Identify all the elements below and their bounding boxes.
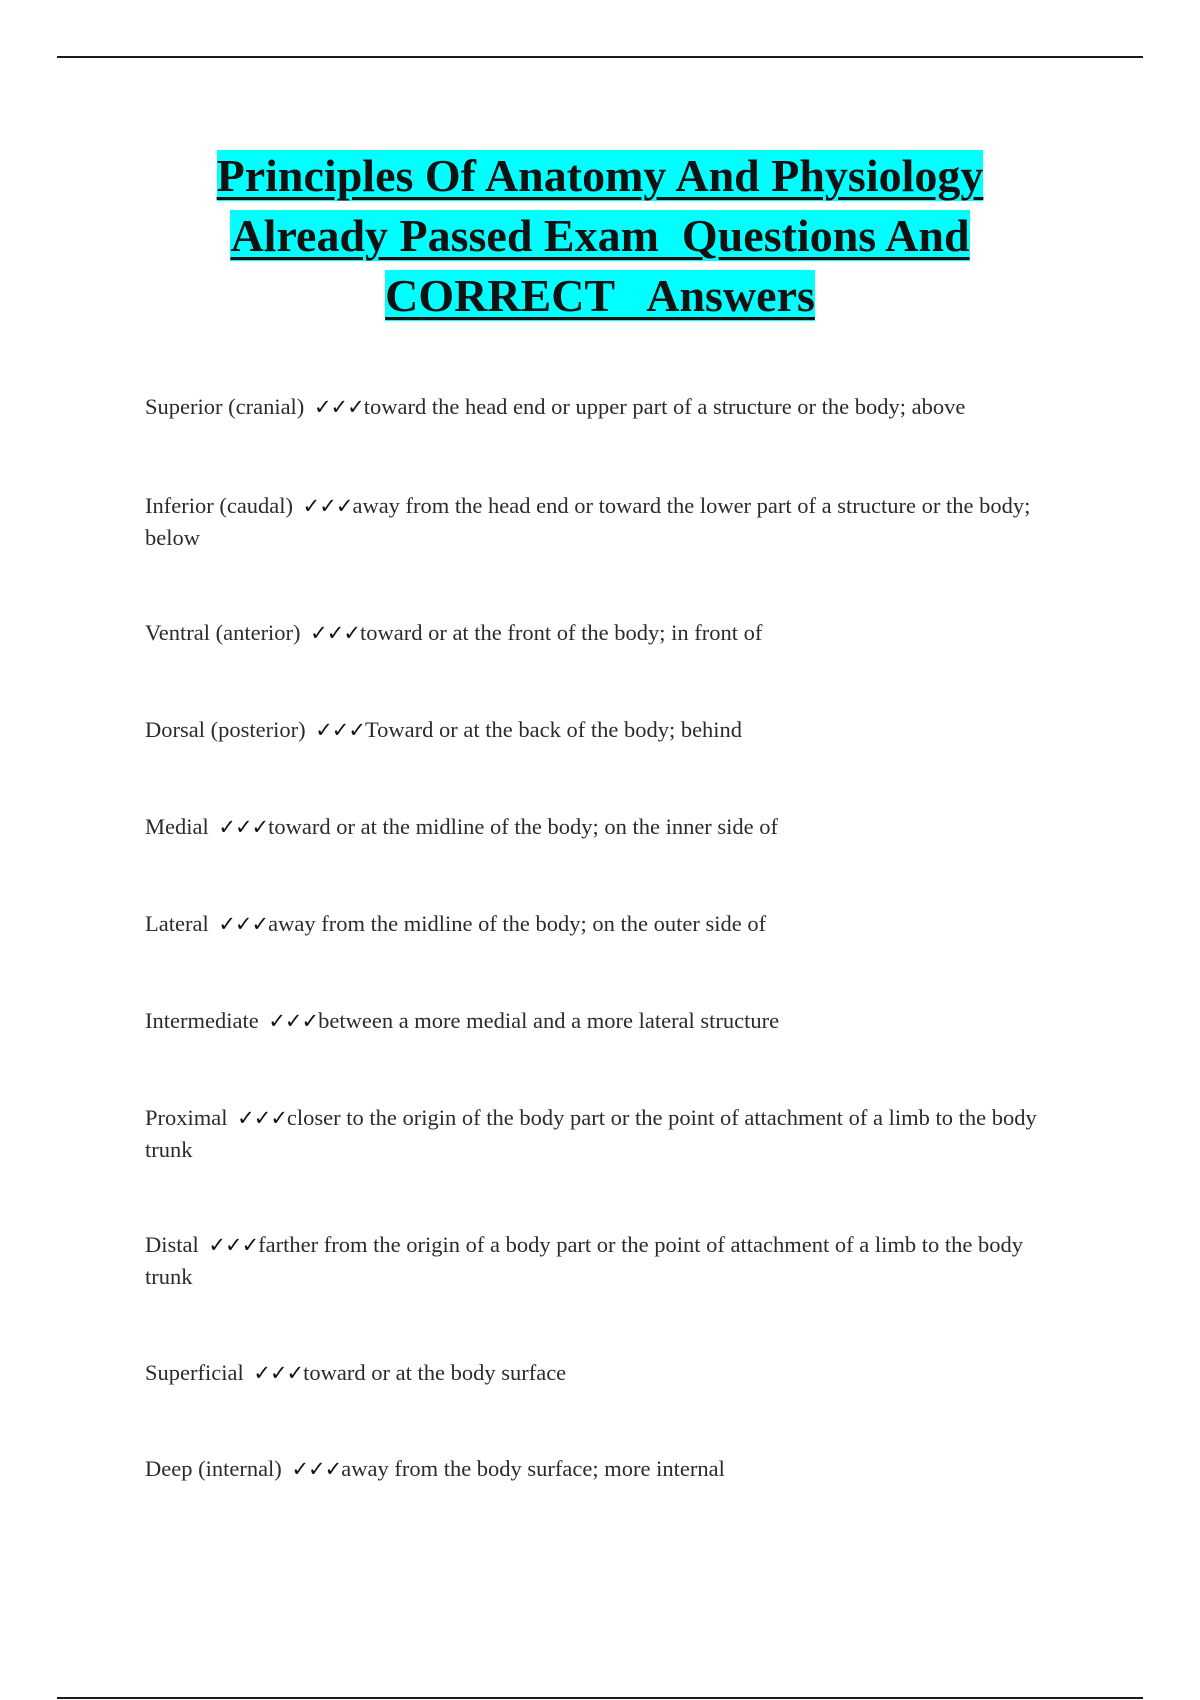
glossary-entry [145,908,1060,940]
check-marks-icon: ✓✓✓ [268,1009,319,1033]
entry-term: Ventral (anterior) [145,620,301,645]
entry-term: Deep (internal) [145,1456,282,1481]
entry-definition: away from the head end or toward the lower part of a structure or the body; below [145,493,1031,550]
entry-definition: toward or at the front of the body; in front of [359,620,763,645]
entry-definition: farther from the origin of a body part or the point of attachment of a limb to the body trunk [145,1232,1023,1289]
glossary-entry [145,490,1060,553]
entry-term: Lateral [145,911,209,936]
glossary-entry [145,1453,1060,1485]
entry-term: Medial [145,814,209,839]
glossary-entry [145,391,1060,423]
title-line-1: Principles Of Anatomy And Physiology [216,150,984,201]
entry-definition: toward the head end or upper part of a structure or the body; above [363,394,966,419]
glossary-entry [145,811,1060,843]
glossary-entry [145,1229,1060,1292]
entry-term: Distal [145,1232,199,1257]
check-marks-icon: ✓✓✓ [237,1106,287,1130]
glossary-entry [145,1357,1060,1389]
glossary-entry [145,1102,1060,1165]
entry-term: Intermediate [145,1008,259,1033]
title-line-2: Already Passed Exam Questions And [230,210,970,261]
check-marks-icon: ✓✓✓ [218,815,269,839]
entry-definition: away from the midline of the body; on the outer side of [268,911,767,936]
entry-term: Inferior (caudal) [145,493,294,518]
entry-definition: closer to the origin of the body part or the point of attachment of a limb to the body trunk [145,1105,1037,1162]
title-line-3: CORRECT Answers [385,270,815,321]
glossary-entry [145,714,1060,746]
check-marks-icon: ✓✓✓ [315,718,365,742]
check-marks-icon: ✓✓✓ [291,1457,342,1481]
check-marks-icon: ✓✓✓ [253,1361,304,1385]
entry-definition: toward or at the midline of the body; on the inner side of [268,814,779,839]
top-rule [57,56,1143,58]
entry-term: Proximal [145,1105,228,1130]
entry-term: Superior (cranial) [145,394,305,419]
entry-definition: toward or at the body surface [303,1360,567,1385]
glossary-entry [145,617,1060,649]
entry-definition: away from the body surface; more internal [341,1456,725,1481]
bottom-rule [57,1697,1143,1699]
glossary-entry [145,1005,1060,1037]
entry-definition: between a more medial and a more lateral structure [318,1008,780,1033]
entry-term: Dorsal (posterior) [145,717,306,742]
document-title [0,146,1200,326]
check-marks-icon: ✓✓✓ [208,1233,259,1257]
check-marks-icon: ✓✓✓ [218,912,269,936]
check-marks-icon: ✓✓✓ [302,494,353,518]
entry-definition: Toward or at the back of the body; behind [365,717,743,742]
check-marks-icon: ✓✓✓ [310,621,360,645]
entry-term: Superficial [145,1360,244,1385]
check-marks-icon: ✓✓✓ [313,395,364,419]
